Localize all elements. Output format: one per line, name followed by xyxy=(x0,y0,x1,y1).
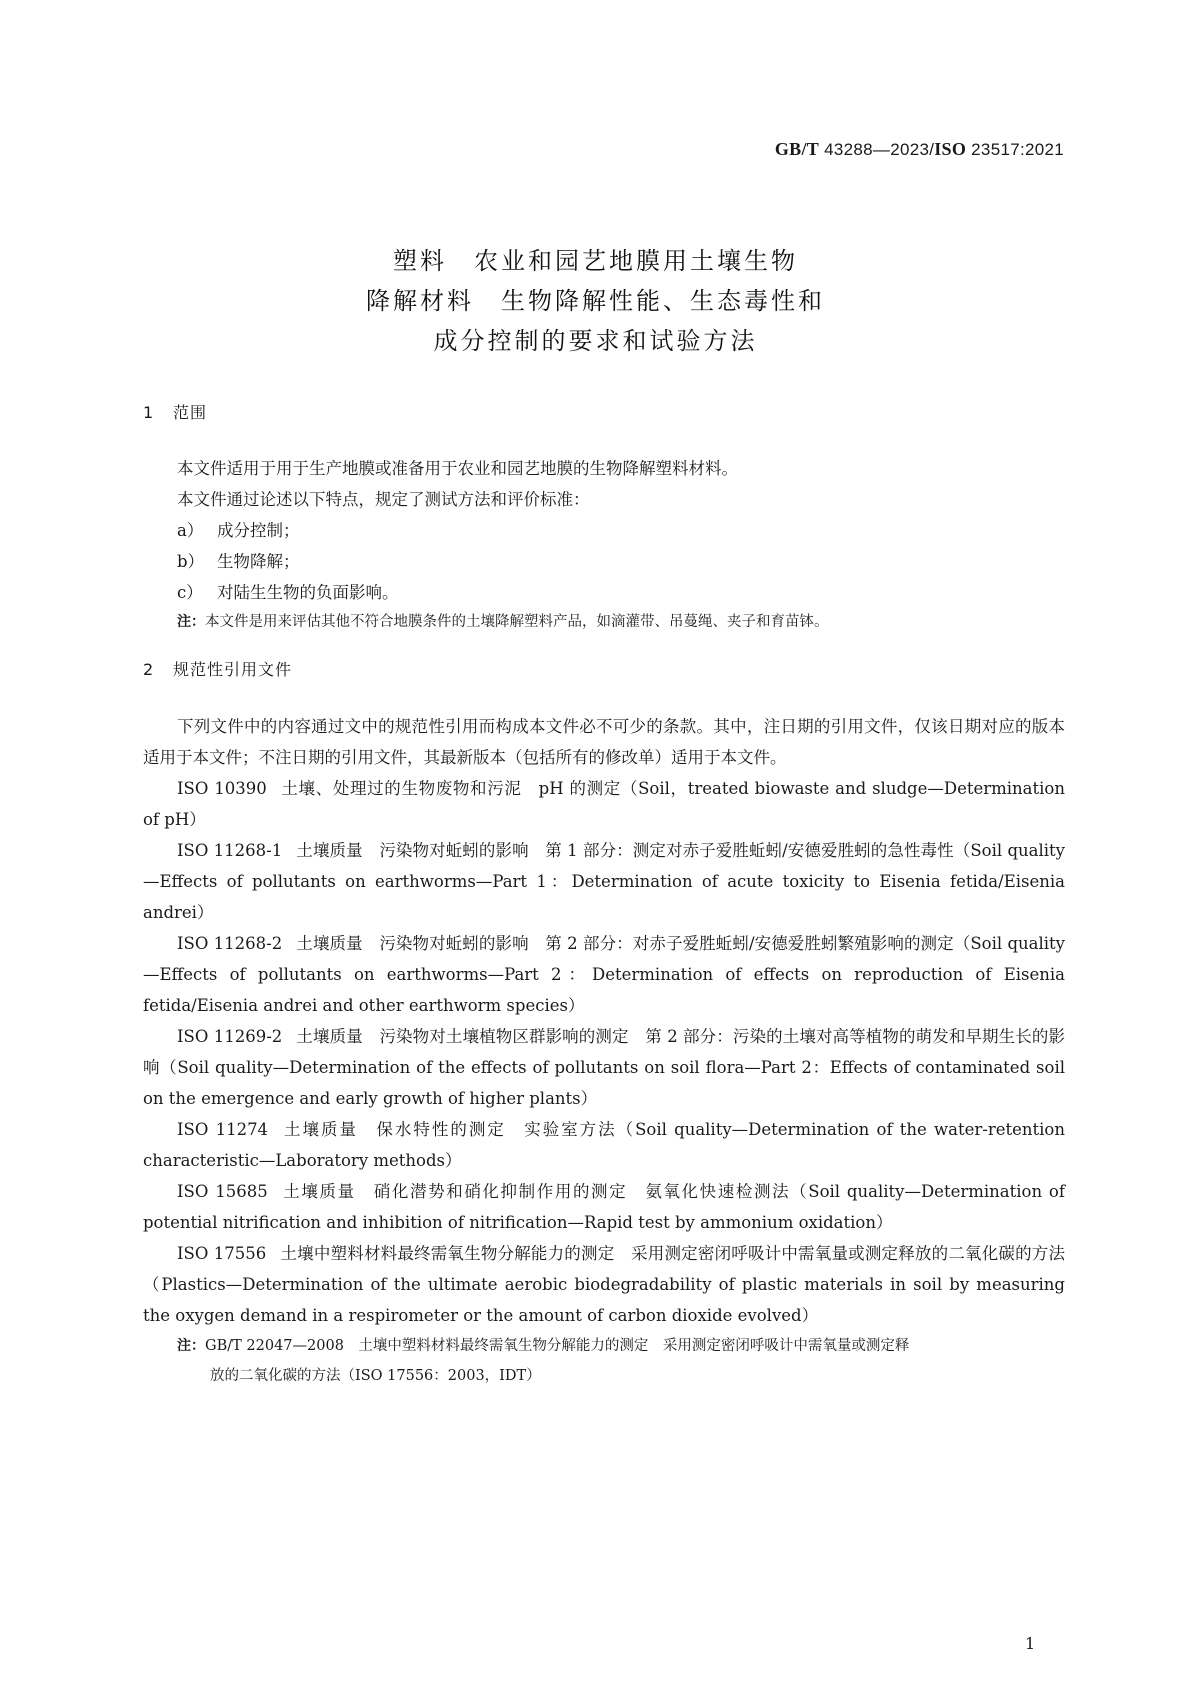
reference-item xyxy=(143,835,1065,928)
note-text-line-2: 放的二氧化碳的方法（ISO 17556：2003，IDT） xyxy=(210,1368,541,1384)
reference-code: ISO 11274 xyxy=(177,1120,269,1139)
document-title xyxy=(0,241,1191,361)
section-number: 2 xyxy=(143,660,155,679)
reference-text: 土壤质量 保水特性的测定 实验室方法（Soil quality—Determination of the water-retention characteristic—Laboratory methods） xyxy=(143,1120,1065,1170)
list-text: 成分控制； xyxy=(217,521,300,540)
reference-item xyxy=(143,773,1065,835)
reference-code: ISO 11269-2 xyxy=(177,1027,283,1046)
section-number: 1 xyxy=(143,403,155,422)
reference-code: ISO 11268-1 xyxy=(177,841,283,860)
reference-code: ISO 10390 xyxy=(177,779,267,798)
reference-text: 土壤质量 污染物对蚯蚓的影响 第 2 部分：对赤子爱胜蚯蚓/安德爱胜蚓繁殖影响的测定（Soil quality—Effects of pollutants on earthworms—Part 2：Determination of effects on reproduction of Eisenia fetida/Eisenia andrei and other earthworm species） xyxy=(143,934,1065,1015)
reference-item xyxy=(143,1176,1065,1238)
list-label: c） xyxy=(177,583,203,602)
list-item xyxy=(143,546,1065,577)
standard-code xyxy=(775,139,1064,160)
note-text-line-1: GB/T 22047—2008 土壤中塑料材料最终需氧生物分解能力的测定 采用测定密闭呼吸计中需氧量或测定释 xyxy=(205,1338,910,1354)
reference-code: ISO 11268-2 xyxy=(177,934,283,953)
reference-text: 土壤、处理过的生物废物和污泥 pH 的测定（Soil，treated biowaste and sludge—Determination of pH） xyxy=(143,779,1065,829)
reference-item xyxy=(143,1114,1065,1176)
note-text: 本文件是用来评估其他不符合地膜条件的土壤降解塑料产品，如滴灌带、吊蔓绳、夹子和育苗钵。 xyxy=(205,614,829,630)
reference-note xyxy=(143,1331,1065,1391)
reference-item xyxy=(143,1021,1065,1114)
section-2-body xyxy=(143,711,1065,1391)
title-line-2: 降解材料 生物降解性能、生态毒性和 xyxy=(366,287,825,315)
section-title: 范围 xyxy=(173,403,208,422)
reference-text: 土壤质量 污染物对土壤植物区群影响的测定 第 2 部分：污染的土壤对高等植物的萌发和早期生长的影响（Soil quality—Determination of the effects of pollutants on soil flora—Part 2：Effects of contaminated soil on the emergence and early growth of higher plants） xyxy=(143,1027,1066,1108)
section-1-heading xyxy=(143,400,207,423)
scope-paragraph-2: 本文件通过论述以下特点，规定了测试方法和评价标准： xyxy=(177,490,590,509)
standard-code-iso: ISO xyxy=(934,139,967,159)
list-label: a） xyxy=(177,521,204,540)
list-item xyxy=(143,515,1065,546)
standard-code-number: 43288—2023/ xyxy=(819,140,935,159)
normative-intro: 下列文件中的内容通过文中的规范性引用而构成本文件必不可少的条款。其中，注日期的引用文件，仅该日期对应的版本适用于本文件；不注日期的引用文件，其最新版本（包括所有的修改单）适用于本文件。 xyxy=(143,717,1065,767)
section-title: 规范性引用文件 xyxy=(173,660,293,679)
reference-text: 土壤质量 污染物对蚯蚓的影响 第 1 部分：测定对赤子爱胜蚯蚓/安德爱胜蚓的急性毒性（Soil quality—Effects of pollutants on earthworms—Part 1：Determination of acute toxicity to Eisenia fetida/Eisenia andrei） xyxy=(143,841,1065,922)
reference-text: 土壤质量 硝化潜势和硝化抑制作用的测定 氨氧化快速检测法（Soil quality—Determination of potential nitrification and inhibition of nitrification—Rapid test by ammonium oxidation） xyxy=(143,1182,1065,1232)
scope-note xyxy=(143,608,1065,637)
reference-code: ISO 15685 xyxy=(177,1182,268,1201)
scope-paragraph-1: 本文件适用于用于生产地膜或准备用于农业和园艺地膜的生物降解塑料材料。 xyxy=(177,459,738,478)
list-text: 生物降解； xyxy=(217,552,300,571)
note-label: 注： xyxy=(177,1338,205,1354)
standard-code-iso-number: 23517:2021 xyxy=(966,140,1064,159)
section-1-body xyxy=(143,453,1065,637)
reference-item xyxy=(143,928,1065,1021)
standard-code-prefix: GB/T xyxy=(774,139,820,159)
reference-code: ISO 17556 xyxy=(177,1244,267,1263)
list-item xyxy=(143,577,1065,608)
list-label: b） xyxy=(177,552,205,571)
page-number: 1 xyxy=(1025,1634,1036,1653)
list-text: 对陆生生物的负面影响。 xyxy=(217,583,399,602)
reference-item xyxy=(143,1238,1065,1331)
reference-text: 土壤中塑料材料最终需氧生物分解能力的测定 采用测定密闭呼吸计中需氧量或测定释放的二氧化碳的方法（Plastics—Determination of the ultimate aerobic biodegradability of plastic materials in soil by measuring the oxygen demand in a respirometer or the amount of carbon dioxide evolved） xyxy=(143,1244,1065,1325)
section-2-heading xyxy=(143,657,292,680)
title-line-3: 成分控制的要求和试验方法 xyxy=(433,327,758,355)
title-line-1: 塑料 农业和园艺地膜用土壤生物 xyxy=(393,247,798,275)
note-label: 注： xyxy=(177,614,205,630)
